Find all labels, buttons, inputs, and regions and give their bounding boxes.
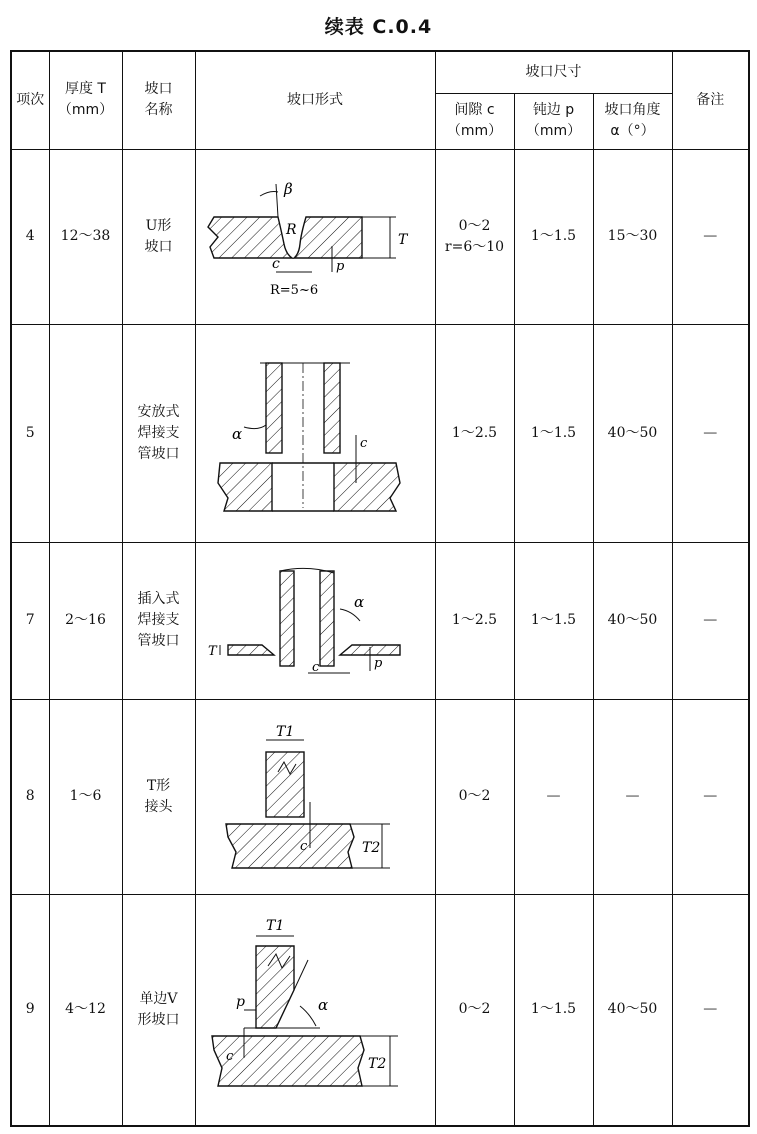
table-row xyxy=(11,149,749,324)
cell-angle: 40～50 xyxy=(593,542,672,699)
cell-remarks: — xyxy=(672,149,749,324)
label-R: R xyxy=(286,221,297,238)
cell-name: 安放式 焊接支 管坡口 xyxy=(122,324,195,542)
label-c: c xyxy=(272,255,280,272)
cell-thickness: 4～12 xyxy=(49,894,122,1126)
cell-figure xyxy=(195,699,435,894)
header-groove-dims: 坡口尺寸 xyxy=(435,51,672,93)
label-beta: β xyxy=(284,179,293,198)
cell-figure xyxy=(195,324,435,542)
label-c: c xyxy=(360,436,368,451)
cell-no: 9 xyxy=(11,894,49,1126)
label-alpha: α xyxy=(354,592,365,611)
table-row xyxy=(11,699,749,894)
cell-no: 8 xyxy=(11,699,49,894)
label-T2: T2 xyxy=(362,839,381,856)
label-T1: T1 xyxy=(276,723,295,740)
label-T: T xyxy=(398,231,408,248)
label-c: c xyxy=(312,659,320,675)
cell-root-face: 1～1.5 xyxy=(514,149,593,324)
t-joint-diagram xyxy=(200,712,430,882)
set-on-branch-diagram xyxy=(200,343,430,523)
header-item-no: 项次 xyxy=(11,51,49,149)
cell-angle: 40～50 xyxy=(593,324,672,542)
label-T2: T2 xyxy=(368,1055,387,1072)
cell-thickness: 12～38 xyxy=(49,149,122,324)
table-title: 续表 C.0.4 xyxy=(324,16,433,38)
cell-gap: 1～2.5 xyxy=(435,324,514,542)
cell-name: 插入式 焊接支 管坡口 xyxy=(122,542,195,699)
cell-root-face: 1～1.5 xyxy=(514,324,593,542)
cell-gap: 1～2.5 xyxy=(435,542,514,699)
cell-no: 5 xyxy=(11,324,49,542)
header-gap: 间隙 c （mm） xyxy=(435,93,514,149)
label-p: p xyxy=(236,993,245,1010)
table-row xyxy=(11,542,749,699)
cell-angle: — xyxy=(593,699,672,894)
cell-angle: 15～30 xyxy=(593,149,672,324)
header-root-face: 钝边 p （mm） xyxy=(514,93,593,149)
u-groove-diagram xyxy=(200,162,430,312)
cell-gap: 0～2 xyxy=(435,894,514,1126)
cell-root-face: 1～1.5 xyxy=(514,894,593,1126)
label-p: p xyxy=(336,258,345,274)
label-alpha: α xyxy=(318,995,329,1014)
cell-thickness: 2～16 xyxy=(49,542,122,699)
cell-thickness: 1～6 xyxy=(49,699,122,894)
groove-table xyxy=(10,50,750,1127)
cell-gap: 0～2 r=6～10 xyxy=(435,149,514,324)
label-T1: T1 xyxy=(266,917,285,934)
header-angle: 坡口角度 α（°） xyxy=(593,93,672,149)
header-remarks: 备注 xyxy=(672,51,749,149)
cell-root-face: 1～1.5 xyxy=(514,542,593,699)
header-groove-form: 坡口形式 xyxy=(195,51,435,149)
cell-angle: 40～50 xyxy=(593,894,672,1126)
cell-remarks: — xyxy=(672,542,749,699)
table-row xyxy=(11,894,749,1126)
cell-remarks: — xyxy=(672,894,749,1126)
cell-figure xyxy=(195,149,435,324)
cell-name: U形 坡口 xyxy=(122,149,195,324)
cell-root-face: — xyxy=(514,699,593,894)
label-r-note: R=5~6 xyxy=(270,282,319,298)
cell-name: T形 接头 xyxy=(122,699,195,894)
label-c: c xyxy=(300,838,308,854)
cell-remarks: — xyxy=(672,699,749,894)
cell-gap: 0～2 xyxy=(435,699,514,894)
header-groove-name: 坡口 名称 xyxy=(122,51,195,149)
cell-remarks: — xyxy=(672,324,749,542)
cell-thickness xyxy=(49,324,122,542)
cell-figure xyxy=(195,894,435,1126)
set-in-branch-diagram xyxy=(200,551,430,691)
header-thickness: 厚度 T （mm） xyxy=(49,51,122,149)
label-T: T xyxy=(208,643,217,659)
cell-figure xyxy=(195,542,435,699)
label-c: c xyxy=(226,1048,234,1064)
label-p: p xyxy=(374,655,383,671)
single-bevel-diagram xyxy=(200,910,430,1110)
cell-no: 7 xyxy=(11,542,49,699)
cell-no: 4 xyxy=(11,149,49,324)
table-row xyxy=(11,324,749,542)
label-alpha: α xyxy=(232,425,243,443)
cell-name: 单边V 形坡口 xyxy=(122,894,195,1126)
